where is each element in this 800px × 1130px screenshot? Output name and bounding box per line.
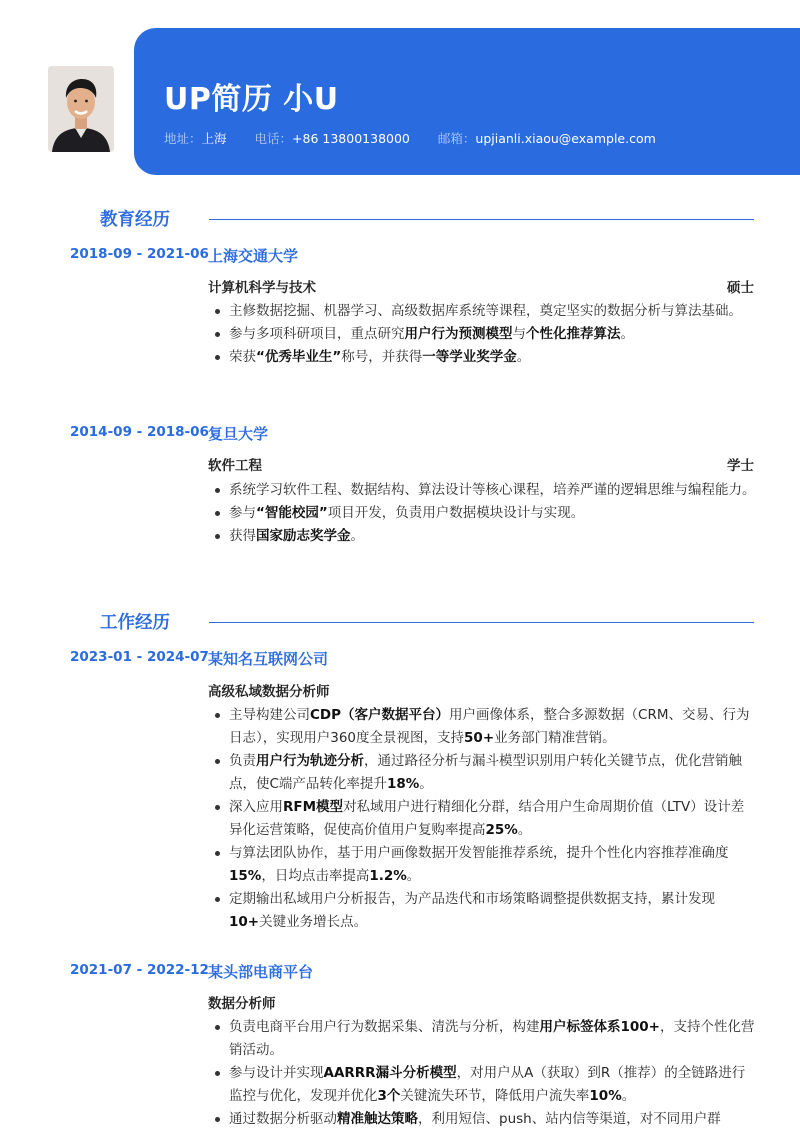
bullet-text: 与算法团队协作，基于用户画像数据开发智能推荐系统，提升个性化内容推荐准确度 xyxy=(229,845,729,861)
phone-value: +86 13800138000 xyxy=(292,131,410,146)
bullet-highlight: 一等学业奖学金 xyxy=(422,349,517,365)
bullet-text: 。 xyxy=(350,528,364,544)
work-date: 2023-01 - 2024-07 xyxy=(70,649,209,665)
bullet-text: 参与设计并实现 xyxy=(229,1065,324,1081)
bullet-highlight: 用户行为预测模型 xyxy=(404,326,513,342)
job-title: 数据分析师 xyxy=(208,996,276,1012)
bullet-item xyxy=(212,300,757,323)
bullet-text: 。 xyxy=(621,1088,636,1104)
contact-line xyxy=(164,129,656,147)
bullet-highlight: 精准触达策略 xyxy=(337,1111,418,1127)
bullet-text: 参与多项科研项目，重点研究 xyxy=(229,326,405,342)
company-name: 某头部电商平台 xyxy=(208,963,314,981)
work-bullets xyxy=(212,1016,757,1130)
bullet-text: 。 xyxy=(517,822,532,838)
email-value[interactable]: upjianli.xiaou@example.com xyxy=(475,131,656,146)
section-divider xyxy=(209,219,754,220)
major: 软件工程 xyxy=(208,458,262,474)
bullet-text: 获得 xyxy=(229,528,256,544)
major: 计算机科学与技术 xyxy=(208,280,316,296)
bullet-highlight: “优秀毕业生” xyxy=(256,349,342,365)
avatar-photo xyxy=(48,66,114,152)
bullet-text: ，支持个性化营销活动。 xyxy=(229,1019,755,1058)
email-label: 邮箱： xyxy=(437,131,476,146)
phone-label: 电话： xyxy=(254,131,293,146)
bullet-highlight: 10% xyxy=(589,1088,622,1104)
bullet-item xyxy=(212,1016,757,1062)
bullet-highlight: 3个 xyxy=(377,1088,401,1104)
bullet-text: 系统学习软件工程、数据结构、算法设计等核心课程，培养严谨的逻辑思维与编程能力。 xyxy=(229,482,756,498)
bullet-highlight: 18% xyxy=(386,776,420,792)
bullet-text: 深入应用 xyxy=(229,799,283,815)
school-name: 复旦大学 xyxy=(208,425,269,443)
work-bullets xyxy=(212,704,757,934)
bullet-highlight: 用户行为轨迹分析 xyxy=(256,753,364,769)
bullet-item xyxy=(212,1062,757,1108)
company-name: 某知名互联网公司 xyxy=(208,650,329,668)
work-section-title: 工作经历 xyxy=(100,613,170,633)
bullet-highlight: 1.2% xyxy=(369,868,407,884)
education-section-title: 教育经历 xyxy=(100,210,170,230)
bullet-text: 荣获 xyxy=(229,349,256,365)
job-title: 高级私域数据分析师 xyxy=(208,684,330,700)
bullet-text: 关键业务增长点。 xyxy=(259,914,368,930)
bullet-highlight: CDP（客户数据平台） xyxy=(310,707,450,723)
bullet-text: 。 xyxy=(419,776,433,792)
bullet-highlight: 用户标签体系100+ xyxy=(539,1019,660,1035)
degree: 学士 xyxy=(727,458,754,474)
bullet-text: ，通过路径分析与漏斗模型识别用户转化关键节点，优化营销触点，使C端产品转化率提升 xyxy=(229,753,742,792)
bullet-highlight: 国家励志奖学金 xyxy=(256,528,351,544)
avatar xyxy=(48,66,114,152)
bullet-text: 业务部门精准营销。 xyxy=(494,730,616,746)
work-date: 2021-07 - 2022-12 xyxy=(70,962,209,978)
education-date: 2014-09 - 2018-06 xyxy=(70,424,209,440)
bullet-text: 称号，并获得 xyxy=(341,349,423,365)
bullet-text: 通过数据分析驱动 xyxy=(229,1111,337,1127)
bullet-text: ，利用短信、push、站内信等渠道，对不同用户群 xyxy=(418,1111,721,1127)
bullet-text: 。 xyxy=(516,349,531,365)
education-bullets xyxy=(212,479,757,548)
bullet-text: 定期输出私域用户分析报告，为产品迭代和市场策略调整提供数据支持，累计发现 xyxy=(229,891,715,907)
bullet-text: 参与 xyxy=(229,505,256,521)
bullet-highlight: “智能校园” xyxy=(256,505,328,521)
bullet-item xyxy=(212,888,757,934)
address-value: 上海 xyxy=(201,131,227,146)
bullet-item xyxy=(212,750,757,796)
bullet-item xyxy=(212,323,757,346)
school-name: 上海交通大学 xyxy=(208,247,299,265)
bullet-text: 主导构建公司 xyxy=(229,707,310,723)
education-date: 2018-09 - 2021-06 xyxy=(70,246,209,262)
bullet-text: 主修数据挖掘、机器学习、高级数据库系统等课程，奠定坚实的数据分析与算法基础。 xyxy=(229,303,742,319)
bullet-item xyxy=(212,525,757,548)
bullet-item xyxy=(212,842,757,888)
section-divider xyxy=(209,622,754,623)
bullet-text: 对私域用户进行精细化分群，结合用户生命周期价值（LTV）设计差异化运营策略，促使高价值用户复购率提高 xyxy=(229,799,745,838)
degree: 硕士 xyxy=(727,280,754,296)
bullet-text: 用户画像体系，整合多源数据（CRM、交易、行为日志），实现用户360度全景视图，支持 xyxy=(229,707,750,746)
bullet-highlight: 10+ xyxy=(229,914,260,930)
bullet-highlight: 15% xyxy=(229,868,262,884)
education-bullets xyxy=(212,300,757,369)
bullet-highlight: 25% xyxy=(485,822,518,838)
bullet-text: 。 xyxy=(406,868,421,884)
bullet-text: 与 xyxy=(512,326,526,342)
bullet-item xyxy=(212,479,757,502)
bullet-highlight: AARRR漏斗分析模型 xyxy=(323,1065,457,1081)
bullet-item xyxy=(212,346,757,369)
candidate-name: UP简历 小U xyxy=(164,82,339,117)
bullet-text: 负责电商平台用户行为数据采集、清洗与分析，构建 xyxy=(229,1019,540,1035)
bullet-item xyxy=(212,1108,757,1130)
bullet-text: 。 xyxy=(620,326,634,342)
bullet-text: 项目开发，负责用户数据模块设计与实现。 xyxy=(327,505,585,521)
bullet-item xyxy=(212,704,757,750)
bullet-text: ，对用户从A（获取）到R（推荐）的全链路进行监控与优化，发现并优化 xyxy=(229,1065,746,1104)
bullet-item xyxy=(212,796,757,842)
bullet-highlight: 50+ xyxy=(464,730,495,746)
bullet-item xyxy=(212,502,757,525)
bullet-highlight: 个性化推荐算法 xyxy=(526,326,621,342)
bullet-text: ，日均点击率提高 xyxy=(261,868,370,884)
bullet-text: 关键流失环节，降低用户流失率 xyxy=(400,1088,590,1104)
bullet-highlight: RFM模型 xyxy=(283,799,344,815)
bullet-text: 负责 xyxy=(229,753,256,769)
address-label: 地址： xyxy=(164,131,202,146)
